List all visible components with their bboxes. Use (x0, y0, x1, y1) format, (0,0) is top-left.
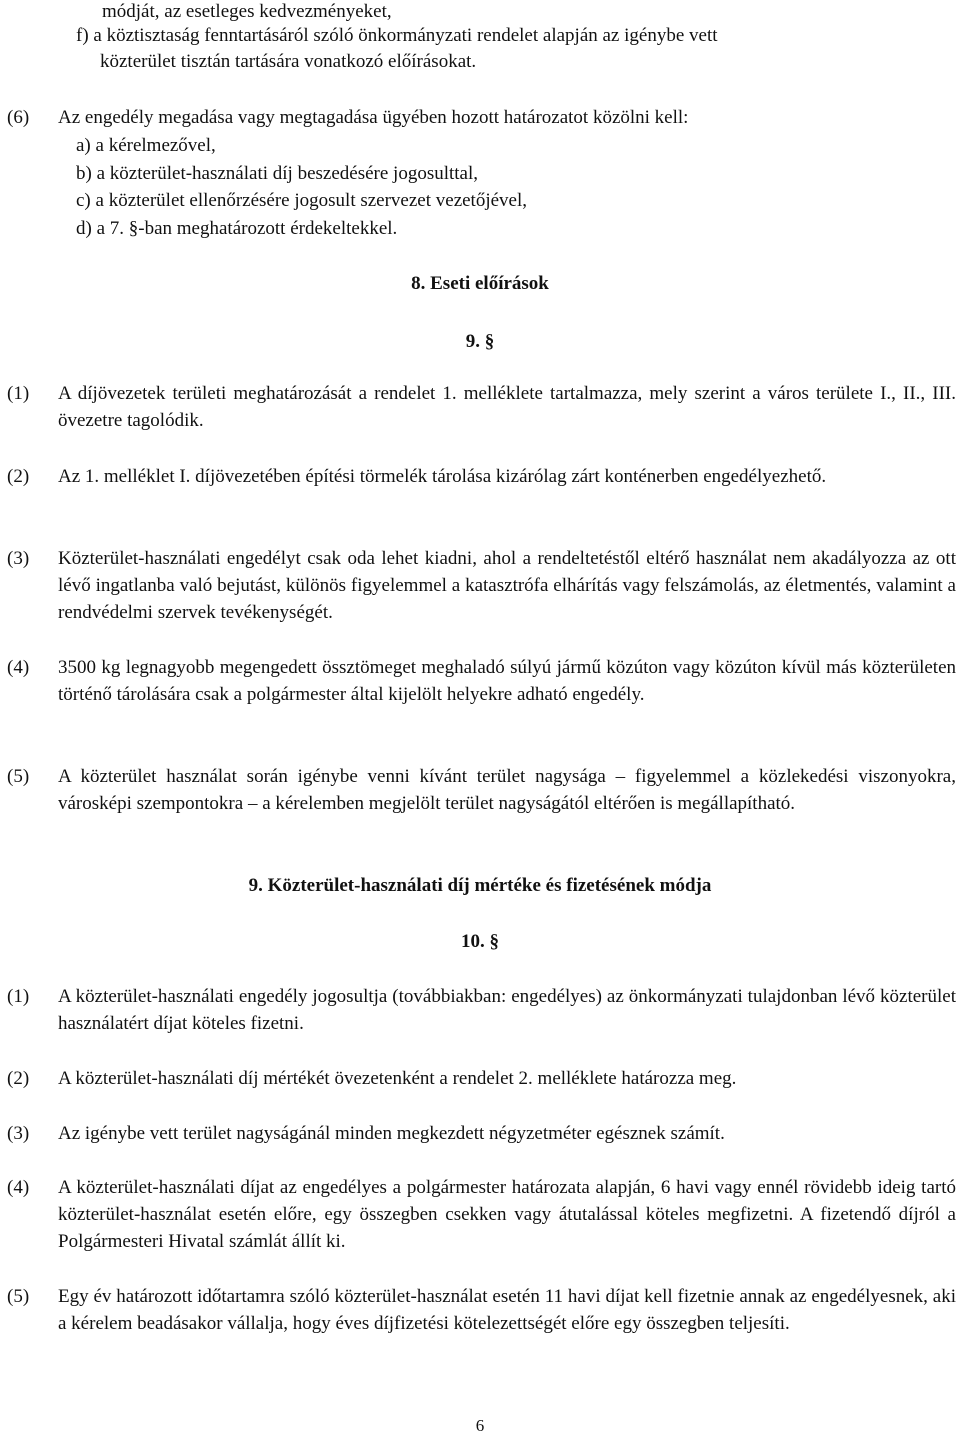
para-9-5-text: A közterület használat során igénybe venni kívánt terület nagysága – figyelemmel a közlekedési viszonyokra, városképi szempontokra – a kérelemben megjelölt terület nagyságától eltérően is megállapítható. (58, 766, 956, 814)
continuation-line: módját, az esetleges kedvezményeket, (102, 1, 392, 22)
paragraph-title-10: 10. § (461, 931, 499, 952)
section-6-text: Az engedély megadása vagy megtagadása ügyében hozott határozatot közölni kell: (58, 107, 689, 128)
chapter-heading-9: 9. Közterület-használati díj mértéke és fizetésének módja (248, 875, 712, 896)
para-9-3-text: Közterület-használati engedélyt csak oda lehet kiadni, ahol a rendeltetéstől eltérő használat nem akadályozza az ott lévő ingatlanba való bejutást, különös figyelemmel a katasztrófa elhárítás vagy felszámolás, az életmentés, valamint a rendvédelmi szervek tevékenységét. (58, 548, 956, 623)
para-10-1-text: A közterület-használati engedély jogosultja (továbbiakban: engedélyes) az önkormányzati tulajdonban lévő közterület használatért díjat köteles fizetni. (58, 986, 956, 1034)
para-9-4-number: (4) (7, 657, 30, 678)
para-9-3-number: (3) (7, 548, 30, 569)
para-10-5-text: Egy év határozott időtartamra szóló közterület-használat esetén 11 havi díjat kell fizetnie annak az engedélyesnek, aki a kérelem beadásakor vállalja, hogy éves díjfizetési kötelezettségét előre egy összegben teljesíti. (58, 1286, 956, 1334)
para-10-5-number: (5) (7, 1286, 30, 1307)
item-f: f) a köztisztaság fenntartásáról szóló önkormányzati rendelet alapján az igénybe vett (76, 25, 718, 46)
paragraph-title-9: 9. § (465, 331, 495, 352)
para-9-1-number: (1) (7, 383, 30, 404)
para-9-1-text: A díjövezetek területi meghatározását a rendelet 1. melléklete tartalmazza, mely szerint a város területe I., II., III. övezetre tagolódik. (58, 383, 956, 431)
list-item-d: d) a 7. §-ban meghatározott érdekeltekkel. (76, 218, 398, 239)
item-f-continuation: közterület tisztán tartására vonatkozó előírásokat. (100, 51, 477, 72)
section-6-number: (6) (7, 107, 30, 128)
para-10-2-text: A közterület-használati díj mértékét övezetenként a rendelet 2. melléklete határozza meg. (58, 1068, 737, 1089)
para-10-4-text: A közterület-használati díjat az engedélyes a polgármester határozata alapján, 6 havi vagy ennél rövidebb ideig tartó közterület-használat esetén előre, egy összegben csekken vagy átutalással köteles megfizetni. A fizetendő díjról a Polgármesteri Hivatal számlát állít ki. (58, 1177, 956, 1252)
para-10-1-number: (1) (7, 986, 30, 1007)
para-10-2-number: (2) (7, 1068, 30, 1089)
para-9-5-number: (5) (7, 766, 30, 787)
list-item-b: b) a közterület-használati díj beszedésére jogosulttal, (76, 163, 479, 184)
para-9-2-text: Az 1. melléklet I. díjövezetében építési törmelék tárolása kizárólag zárt konténerben engedélyezhető. (58, 466, 827, 487)
para-10-4-number: (4) (7, 1177, 30, 1198)
chapter-heading-8: 8. Eseti előírások (411, 273, 549, 294)
para-10-3-text: Az igénybe vett terület nagyságánál minden megkezdett négyzetméter egésznek számít. (58, 1123, 725, 1144)
para-10-3-number: (3) (7, 1123, 30, 1144)
page-number: 6 (475, 1416, 485, 1435)
list-item-c: c) a közterület ellenőrzésére jogosult szervezet vezetőjével, (76, 190, 528, 211)
para-9-2-number: (2) (7, 466, 30, 487)
para-9-4-text: 3500 kg legnagyobb megengedett össztömeget meghaladó súlyú jármű közúton vagy közúton kívül más közterületen történő tárolására csak a polgármester által kijelölt helyekre adható engedély. (58, 657, 956, 705)
list-item-a: a) a kérelmezővel, (76, 135, 216, 156)
